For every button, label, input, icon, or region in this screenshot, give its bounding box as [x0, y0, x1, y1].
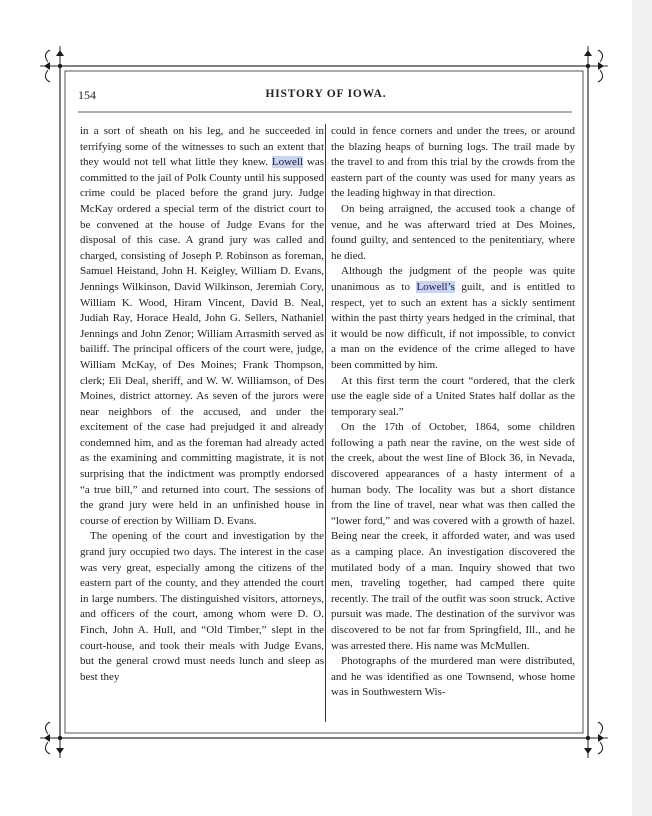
- paragraph: At this first term the court “ordered, that the clerk use the eagle side of a United States half dollar as the temporary seal.”: [331, 374, 575, 418]
- left-text-column: [80, 124, 324, 685]
- search-highlight[interactable]: Lowell’s: [416, 280, 455, 293]
- paragraph: could in fence corners and under the trees, or around the blazing heaps of burning logs. The trail made by the travel to and from this trial by the crowds from the eastern part of the county was used for many years as the leading highway in that direction.: [331, 125, 575, 200]
- paragraph: On the 17th of October, 1864, some children following a path near the ravine, on the west side of the creek, about the west line of Block 36, in Nevada, discovered appearances of a hasty interment of a human body. The locality was but a short distance from the line of travel, near what was then called the “lower ford,” and was covered with a growth of hazel. Being near the creek, it afforded water, and was used as a camping place. An investigation discovered the mutilated body of a man. Inquiry showed that two men, traveling together, had camped there quite recently. The trail of the outfit was soon struck. Active pursuit was made. The destination of the survivor was discovered to be not far from Springfield, Ill., and he was arrested there. His name was McMullen.: [331, 421, 575, 652]
- paragraph: Photographs of the murdered man were distributed, and he was identified as one Townsend, whose home was in Southwestern Wis-: [331, 655, 575, 699]
- paragraph: [331, 264, 575, 373]
- page-number: 154: [78, 88, 96, 102]
- paragraph: [80, 124, 324, 529]
- paragraph: On being arraigned, the accused took a change of venue, and he was afterward tried at Des Moines, found guilty, and sentenced to the penitentiary, where he died.: [331, 202, 575, 262]
- page-header: [78, 88, 574, 106]
- search-highlight[interactable]: Lowell: [271, 156, 304, 169]
- text-run: was committed to the jail of Polk County until his supposed crime could be placed before the grand jury. Judge McKay ordered a special term of the district court to be convened at the house of Judge Evans for the disposal of this case. A grand jury was called and charged, consisting of Joseph P. Robinson as foreman, Samuel Heistand, John H. Keigley, William D. Evans, Jennings Wilkinson, David Wilkinson, Jeremiah Cory, William K. Wood, Hiram Vincent, David B. Neal, Judiah Ray, Horace Heald, John G. Sellers, Nathaniel Jennings and John Zenor; William Arrasmith served as bailiff. The principal officers of the court were, judge, William McKay, of Des Moines; Frank Thompson, clerk; Eli Deal, sheriff, and W. W. Williamson, of Des Moines, district attorney. As seven of the jurors were near neighbors of the accused, and under the excitement of the case had prejudged it and already condemned him, and as the foreman had already acted as the examining and committing magistrate, it is not surprising that the indictment was promptly endorsed “a true bill,” and returned into court. The sessions of the grand jury were held in an unfinished house in course of erection by William D. Evans.: [80, 156, 324, 527]
- right-text-column: [331, 124, 575, 701]
- running-head: HISTORY OF IOWA.: [265, 88, 387, 100]
- scrollbar-track[interactable]: [632, 0, 652, 816]
- text-run: Although the judgment of the people was quite unanimous as to: [331, 265, 575, 293]
- paragraph: The opening of the court and investigation by the grand jury occupied two days. The interest in the case was very great, especially among the citizens of the eastern part of the county, and they attended the court in large numbers. The distinguished visitors, attorneys, and officers of the court, among whom were D. O. Finch, John A. Hull, and “Old Timber,” slept in the court-house, and took their meals with Judge Evans, but the general crowd must needs lunch and sleep as best they: [80, 530, 324, 683]
- column-divider: [325, 124, 326, 722]
- text-run: in a sort of sheath on his leg, and he succeeded in terrifying some of the witnesses to such an extent that they would not tell what little they knew.: [80, 125, 324, 169]
- text-run: guilt, and is entitled to respect, yet to such an extent has a sickly sentiment within the past thirty years hedged in the criminal, that it would be now difficult, if not impossible, to convict a man on the evidence of the crime alleged to have been committed by him.: [331, 280, 576, 371]
